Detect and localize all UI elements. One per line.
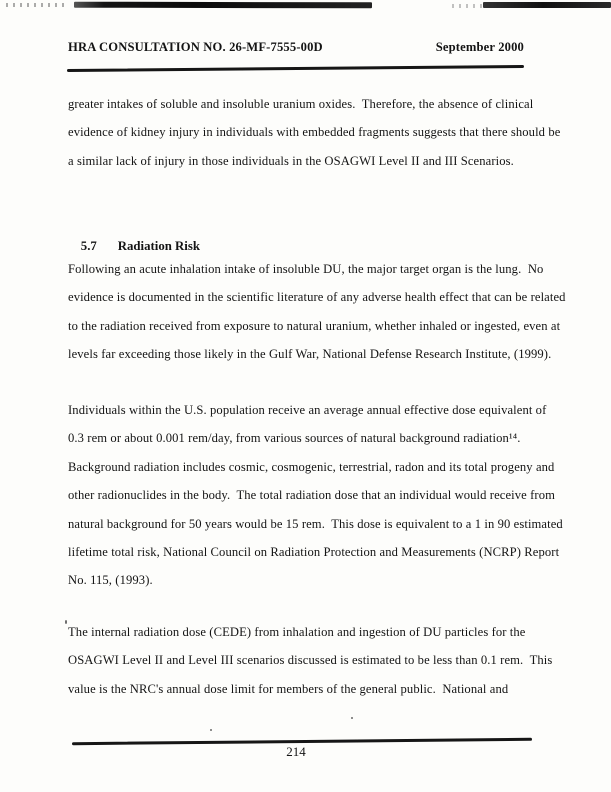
text-line: natural background for 50 years would be 15 rem. This dose is equivalent to a 1 in 90 estimated: [68, 516, 563, 531]
scan-speck: [210, 729, 212, 731]
paragraph: [68, 396, 563, 595]
section-title: Radiation Risk: [117, 239, 200, 254]
scan-artifact-bar: [483, 2, 611, 8]
text-line: other radionuclides in the body. The total radiation dose that an individual would receive from: [68, 488, 555, 503]
page-number: 214: [286, 744, 306, 759]
paragraph: [68, 255, 566, 369]
text-line: to the radiation received from exposure to natural uranium, whether inhaled or ingested, even at: [68, 318, 561, 333]
scan-artifact-bar: [74, 2, 372, 9]
scan-speck: [65, 620, 67, 624]
header-date: September 2000: [435, 40, 524, 54]
text-line: The internal radiation dose (CEDE) from inhalation and ingestion of DU particles for the: [68, 625, 526, 639]
header-rule: [67, 65, 524, 72]
scan-noise-strip: [6, 3, 68, 7]
text-line: value is the NRC's annual dose limit for members of the general public. National and: [68, 681, 509, 696]
text-line: No. 115, (1993).: [68, 573, 153, 588]
text-line: evidence of kidney injury in individuals with embedded fragments suggests that there should be: [68, 125, 561, 140]
paragraph: [68, 618, 552, 703]
text-line: a similar lack of injury in those individuals in the OSAGWI Level II and III Scenarios.: [68, 153, 514, 168]
page-header: [68, 40, 524, 55]
text-line: Individuals within the U.S. population receive an average annual effective dose equivalent of: [68, 403, 547, 417]
text-line: Background radiation includes cosmic, cosmogenic, terrestrial, radon and its total progeny and: [68, 459, 555, 474]
scan-noise-strip: [452, 4, 482, 8]
paragraph: [68, 90, 560, 175]
scan-speck: [351, 717, 353, 719]
text-line: evidence is documented in the scientific literature of any adverse health effect that can be related: [68, 290, 566, 305]
text-line: Following an acute inhalation intake of insoluble DU, the major target organ is the lung. No: [68, 262, 544, 276]
document-title: HRA CONSULTATION NO. 26-MF-7555-00D: [68, 40, 323, 54]
section-number: 5.7: [80, 239, 97, 254]
text-line: OSAGWI Level II and Level III scenarios discussed is estimated to be less than 0.1 rem. This: [68, 653, 553, 668]
text-line: lifetime total risk, National Council on Radiation Protection and Measurements (NCRP) Report: [68, 545, 560, 560]
text-line: levels far exceeding those likely in the Gulf War, National Defense Research Institute, (1999).: [68, 347, 552, 362]
text-line: 0.3 rem or about 0.001 rem/day, from various sources of natural background radiation¹⁴.: [68, 431, 521, 446]
text-line: greater intakes of soluble and insoluble uranium oxides. Therefore, the absence of clinical: [68, 97, 534, 111]
